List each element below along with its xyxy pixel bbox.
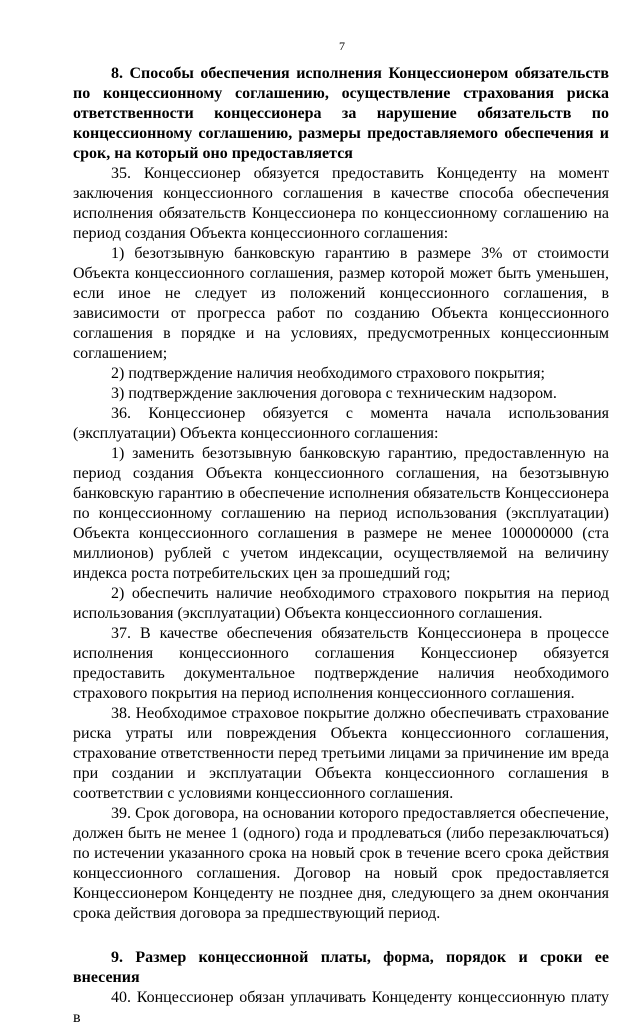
section-9-heading: 9. Размер концессионной платы, форма, порядок и сроки ее внесения (73, 949, 609, 986)
paragraph-36: 36. Концессионер обязуется с момента начала использования (эксплуатации) Объекта концессионного соглашения: (73, 405, 609, 442)
document-content (73, 64, 609, 1028)
paragraph-35-item-2: 2) подтверждение наличия необходимого страхового покрытия; (111, 365, 545, 382)
section-gap (73, 924, 609, 948)
paragraph-38: 38. Необходимое страховое покрытие должно обеспечивать страхование риска утраты или повреждения Объекта концессионного соглашения, страхование ответственности перед третьими лицами за причинение им вреда при создании и эксплуатации Объекта концессионного соглашения в соответствии с условиями концессионного соглашения. (73, 705, 609, 802)
paragraph-35-item-1: 1) безотзывную банковскую гарантию в размере 3% от стоимости Объекта концессионного соглашения, размер которой может быть уменьшен, если иное не следует из положений концессионного соглашения, в зависимости от прогресса работ по созданию Объекта концессионного соглашения в порядке и на условиях, предусмотренных концессионным соглашением; (73, 245, 609, 362)
section-8-heading: 8. Способы обеспечения исполнения Концессионером обязательств по концессионному соглашению, осуществление страхования риска ответственности концессионера за нарушение обязательств по концессионному соглашению, размеры предоставляемого обеспечения и срок, на который оно предоставляется (73, 65, 609, 162)
paragraph-40: 40. Концессионер обязан уплачивать Концеденту концессионную плату в (73, 989, 609, 1026)
paragraph-35-item-3: 3) подтверждение заключения договора с техническим надзором. (111, 385, 557, 402)
paragraph-36-item-2: 2) обеспечить наличие необходимого страхового покрытия на период использования (эксплуатации) Объекта концессионного соглашения. (73, 585, 609, 622)
paragraph-37: 37. В качестве обеспечения обязательств Концессионера в процессе исполнения концессионного соглашения Концессионер обязуется предоставить документальное подтверждение наличия необходимого страхового покрытия на период исполнения концессионного соглашения. (73, 625, 609, 702)
paragraph-36-item-1: 1) заменить безотзывную банковскую гарантию, предоставленную на период создания Объекта концессионного соглашения, на безотзывную банковскую гарантию в обеспечение исполнения обязательств Концессионера по концессионному соглашению на период использования (эксплуатации) Объекта концессионного соглашения в размере не менее 100000000 (ста миллионов) рублей с учетом индексации, осуществляемой на величину индекса роста потребительских цен за прошедший год; (73, 445, 609, 582)
paragraph-35: 35. Концессионер обязуется предоставить Концеденту на момент заключения концессионного соглашения в качестве способа обеспечения исполнения обязательств Концессионера по концессионному соглашению на период создания Объекта концессионного соглашения: (73, 165, 609, 242)
page-number: 7 (339, 39, 345, 53)
paragraph-39: 39. Срок договора, на основании которого предоставляется обеспечение, должен быть не менее 1 (одного) года и продлеваться (либо перезаключаться) по истечении указанного срока на новый срок в течение всего срока действия концессионного соглашения. Договор на новый срок предоставляется Концессионером Концеденту не позднее дня, следующего за днем окончания срока действия договора за предшествующий период. (73, 805, 609, 922)
